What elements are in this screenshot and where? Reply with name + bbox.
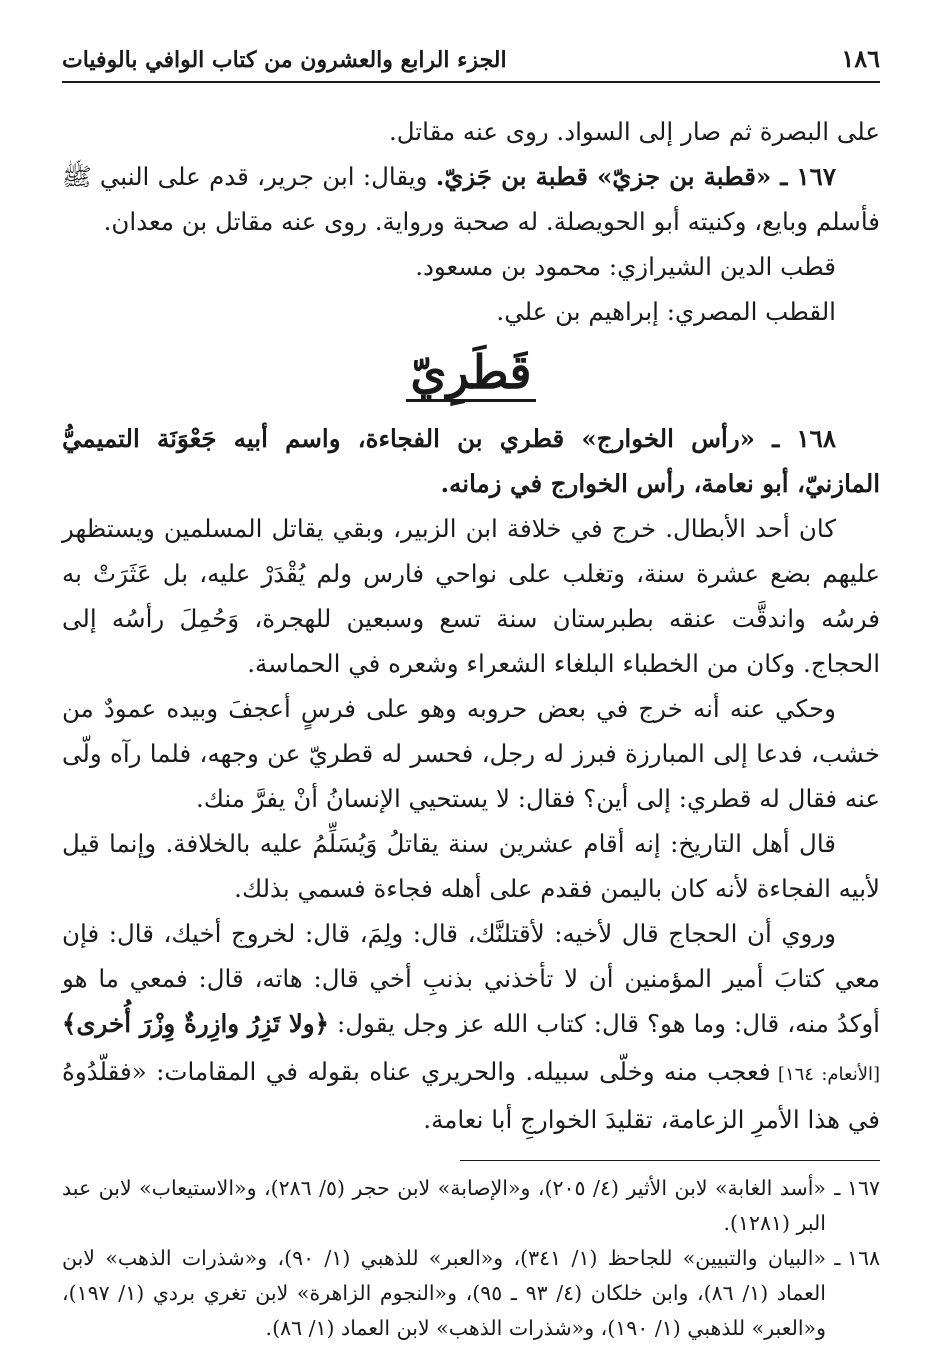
page-number: ١٨٦	[841, 44, 880, 73]
hajjaj-text-b: فعجب منه وخلّى سبيله. والحريري عناه بقوله في المقامات: «فقلّدُوهُ في هذا الأمرِ الزعامة، تقليدَ الخوارجِ أبا نعامة.	[62, 1057, 880, 1134]
footnote-168	[62, 1241, 880, 1346]
entry-167-heading: ١٦٧ ـ «قطبة بن جزيّ» قطبة بن جَزيّ.	[435, 162, 836, 191]
footnotes	[62, 1171, 880, 1346]
entry-qutb-shirazi: قطب الدين الشيرازي: محمود بن مسعود.	[415, 252, 836, 281]
paragraph-historians: قال أهل التاريخ: إنه أقام عشرين سنة يقاتلُ وَيُسَلِّمُ عليه بالخلافة. وإنما قيل لأبيه الفجاءة لأنه كان باليمن فقدم على أهله فجاءة فسمي بذلك.	[62, 829, 880, 903]
entry-168-heading: ١٦٨ ـ «رأس الخوارج» قطري بن الفجاءة، واسم أبيه جَعْوَنَة التميميُّ المازنيّ، أبو نعامة، رأس الخوارج في زمانه.	[62, 424, 880, 498]
footnote-number: ١٦٨ ـ	[834, 1246, 880, 1270]
main-text	[62, 109, 880, 1142]
entry-167-body: ويقال: ابن جرير، قدم على النبي ﷺ فأسلم وبايع، وكنيته أبو الحويصلة. له صحبة ورواية. روى عنه مقاتل بن معدان.	[62, 162, 880, 236]
footnote-text: «البيان والتبيين» للجاحظ (١/ ٣٤١)، و«العبر» للذهبي (١/ ٩٠)، و«شذرات الذهب» لابن العماد (١/ ٨٦)، وابن خلكان (٤/ ٩٣ ـ ٩٥)، و«النجوم الزاهرة» لابن تغري بردي (١/ ١٩٧)، و«العبر» للذهبي (١/ ١٩٠)، و«شذرات الذهب» لابن العماد (١/ ٨٦).	[62, 1246, 826, 1340]
quran-verse: ﴿ولا تَزِرُ وازِرةٌ وِزْرَ أُخرى﴾	[62, 1009, 329, 1038]
footnote-text: «أسد الغابة» لابن الأثير (٤/ ٢٠٥)، و«الإصابة» لابن حجر (٥/ ٢٨٦)، و«الاستيعاب» لابن عبد البر (١٢٨١).	[62, 1176, 826, 1235]
entry-qutb-misri: القطب المصري: إبراهيم بن علي.	[496, 297, 836, 326]
footnote-167	[62, 1171, 880, 1241]
footnote-separator	[460, 1160, 880, 1161]
section-heading-text: قَطَرِيّ	[406, 345, 535, 402]
verse-reference: [الأنعام: ١٦٤]	[770, 1064, 880, 1085]
paragraph-anecdote: وحكي عنه أنه خرج في بعض حروبه وهو على فرسٍ أعجفَ وبيده عمودٌ من خشب، فدعا إلى المبارزة فبرز له رجل، فحسر له قطريّ عن وجهه، فلما رآه ولّى عنه فقال له قطري: إلى أين؟ فقال: لا يستحيي الإنسانُ أنْ يفرَّ منك.	[62, 694, 880, 813]
footnote-number: ١٦٧ ـ	[834, 1176, 880, 1200]
paragraph-hajjaj	[62, 911, 880, 1142]
entry-167	[62, 154, 880, 244]
section-heading	[62, 342, 880, 402]
page-header	[62, 44, 880, 83]
paragraph-biography: كان أحد الأبطال. خرج في خلافة ابن الزبير، وبقي يقاتل المسلمين ويستظهر عليهم بضع عشرة سنة، وتغلب على نواحي فارس ولم يُقْدَرْ عليه، بل عَثَرَتْ به فرسُه واندقَّت عنقه بطبرستان سنة تسع وسبعين للهجرة، وَحُمِلَ رأسُه إلى الحجاج. وكان من الخطباء البلغاء الشعراء وشعره في الحماسة.	[62, 514, 880, 678]
hajjaj-text-a: وروي أن الحجاج قال لأخيه: لأقتلنَّك، قال: ولِمَ، قال: لخروج أخيك، قال: فإن معي كتابَ أمير المؤمنين أن لا تأخذني بذنبِ أخي قال: هاته، قال: فمعي ما هو أوكدُ منه، قال: وما هو؟ قال: كتاب الله عز وجل يقول:	[62, 919, 880, 1038]
paragraph-continuation: على البصرة ثم صار إلى السواد. روى عنه مقاتل.	[388, 117, 880, 146]
running-title: الجزء الرابع والعشرون من كتاب الوافي بالوفيات	[62, 47, 507, 73]
